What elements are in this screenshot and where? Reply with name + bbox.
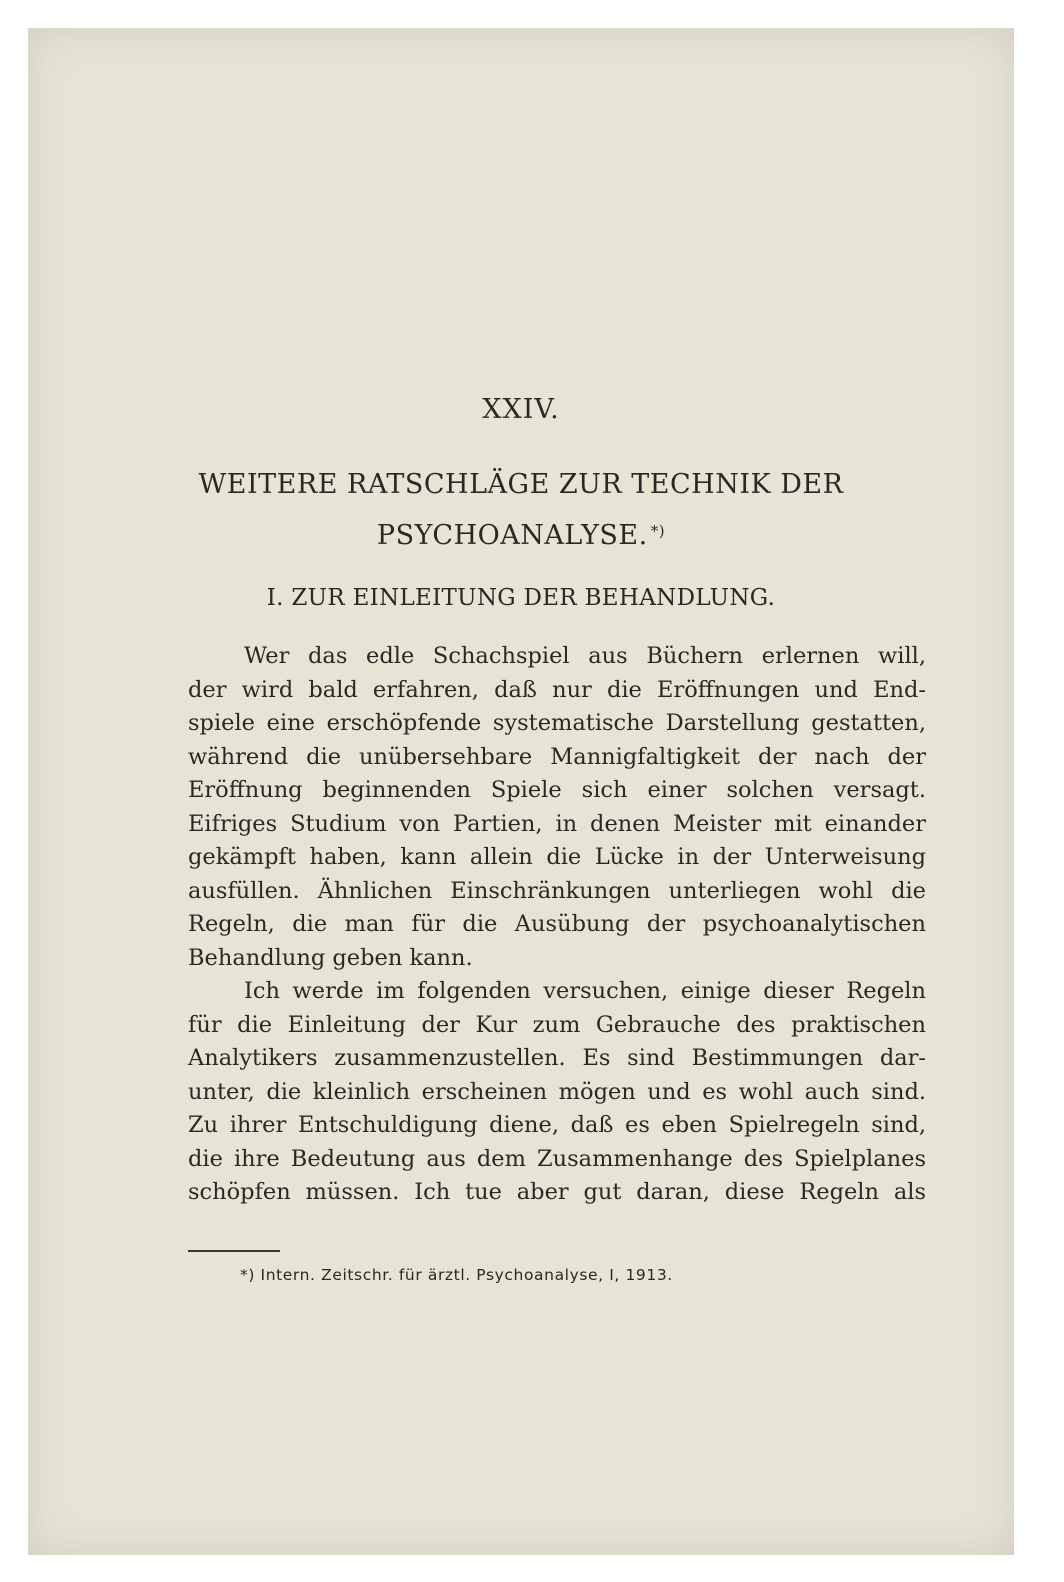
chapter-title-line-2-text: PSYCHOANALYSE. (376, 520, 648, 551)
text-line: die ihre Bedeutung aus dem Zusammenhange des Spielplanes (188, 1145, 926, 1172)
text-line: Zu ihrer Entschuldigung diene, daß es eben Spielregeln sind, (188, 1112, 926, 1138)
text-line: Eröffnung beginnenden Spiele sich einer solchen versagt. (188, 777, 926, 803)
text-line: während die unübersehbare Mannigfaltigkeit der nach der (188, 743, 926, 770)
paragraph-2 (188, 975, 926, 1210)
section-heading: I. ZUR EINLEITUNG DER BEHANDLUNG. (266, 585, 776, 611)
text-line: Behandlung geben kann. (188, 944, 473, 971)
chapter-title-line-2 (28, 508, 1014, 559)
chapter-number: XXIV. (482, 394, 560, 425)
text-line: ausfüllen. Ähnlichen Einschränkungen unterliegen wohl die (188, 877, 926, 904)
text-line: der wird bald erfahren, daß nur die Eröffnungen und End- (188, 676, 926, 703)
text-line: gekämpft haben, kann allein die Lücke in der Unterweisung (188, 844, 926, 870)
chapter-title (28, 462, 1014, 559)
book-page (28, 28, 1014, 1555)
text-line: schöpfen müssen. Ich tue aber gut daran, diese Regeln als (188, 1179, 926, 1205)
footnote: *) Intern. Zeitschr. für ärztl. Psychoanalyse, I, 1913. (240, 1266, 673, 1284)
text-line: unter, die kleinlich erscheinen mögen und es wohl auch sind. (188, 1078, 926, 1105)
footnote-rule (188, 1250, 280, 1252)
text-line: Wer das edle Schachspiel aus Büchern erlernen will, (244, 643, 926, 669)
text-line: Regeln, die man für die Ausübung der psychoanalytischen (188, 911, 926, 937)
text-line: für die Einleitung der Kur zum Gebrauche des praktischen (188, 1011, 926, 1038)
footnote-marker: *) (650, 522, 666, 540)
paragraph-1 (188, 640, 926, 975)
text-line: Analytikers zusammenzustellen. Es sind Bestimmungen dar- (188, 1045, 926, 1071)
text-line: Eifriges Studium von Partien, in denen Meister mit einander (188, 810, 926, 837)
body-text (188, 640, 926, 1210)
text-line: Ich werde im folgenden versuchen, einige dieser Regeln (244, 978, 926, 1004)
chapter-title-line-1: WEITERE RATSCHLÄGE ZUR TECHNIK DER (198, 469, 844, 500)
text-line: spiele eine erschöpfende systematische Darstellung gestatten, (188, 710, 926, 736)
